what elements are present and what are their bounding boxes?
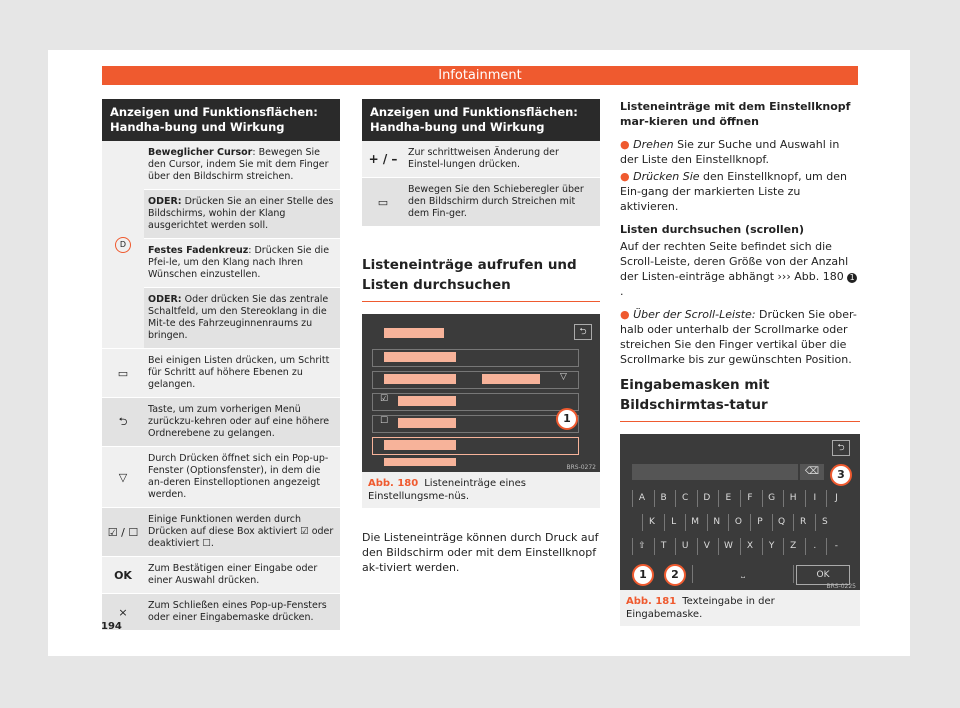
row-label: ODER: xyxy=(148,294,182,305)
keyboard-key: E xyxy=(718,490,737,507)
keyboard-key: X xyxy=(740,538,759,555)
functions-table-1 xyxy=(102,99,340,631)
cursor-symbol-icon: D xyxy=(115,237,131,253)
keyboard-key: R xyxy=(793,514,812,531)
body-text: Die Listeneinträge können durch Druck auf den Bildschirm oder mit dem Einstellknopf ak-tiviert werden. xyxy=(362,531,599,574)
callout-badge: 2 xyxy=(664,564,686,586)
emphasis: Drücken Sie xyxy=(633,170,700,183)
back-icon: ⮌ xyxy=(832,440,850,456)
keyboard-key: T xyxy=(654,538,673,555)
keyboard-key: S xyxy=(815,514,834,531)
paragraph: Auf der rechten Seite befindet sich die Scroll-Leiste, deren Größe von der Anzahl der Listen-einträge abhängt ››› Abb. 180 xyxy=(620,240,849,283)
keyboard-key: Y xyxy=(762,538,781,555)
keyboard-key: F xyxy=(740,490,759,507)
header-title: Infotainment xyxy=(102,66,858,85)
keyboard-key: I xyxy=(805,490,824,507)
emphasis: Drehen xyxy=(633,138,674,151)
figure-code: BRS-0272 xyxy=(566,464,596,471)
dropdown-icon: ▽ xyxy=(560,372,567,382)
dropdown-icon: ▽ xyxy=(118,470,128,484)
callout-badge: 1 xyxy=(632,564,654,586)
row-text: Durch Drücken öffnet sich ein Pop-up-Fenster (Optionsfenster), in dem die an-deren Einstelloptionen angezeigt werden. xyxy=(148,453,329,500)
ok-symbol: OK xyxy=(114,568,132,582)
keyboard-key: P xyxy=(750,514,769,531)
figure-caption xyxy=(362,472,600,508)
keyboard-key: K xyxy=(642,514,661,531)
row-text: Oder drücken Sie das zentrale Schaltfeld, um den Stereoklang in die Mit-te des Fahrzeuginnenraums zu bringen. xyxy=(148,294,329,341)
keyboard-key: N xyxy=(707,514,726,531)
ok-key: OK xyxy=(796,565,850,585)
page-number: 194 xyxy=(101,621,122,632)
subheading: Listeneinträge mit dem Einstellknopf mar-kieren und öffnen xyxy=(620,100,851,128)
row-text: Drücken Sie an einer Stelle des Bildschirms, wohin der Klang ausgerichtet werden soll. xyxy=(148,196,334,231)
row-text: Bewegen Sie den Schieberegler über den Bildschirm durch Streichen mit dem Fin-ger. xyxy=(408,184,584,219)
back-icon: ⮌ xyxy=(118,414,128,428)
back-icon: ⮌ xyxy=(574,324,592,340)
row-text: Zum Schließen eines Pop-up-Fensters oder einer Eingabemaske drücken. xyxy=(148,600,327,623)
slider-icon: ▭ xyxy=(377,195,389,209)
keyboard-key: L xyxy=(664,514,683,531)
keyboard-key: Z xyxy=(783,538,802,555)
figure-label: Abb. 181 xyxy=(626,596,677,607)
backspace-icon: ⌫ xyxy=(800,464,824,480)
table-heading: Anzeigen und Funktionsflächen: Handha-bung und Wirkung xyxy=(362,99,600,141)
keyboard-key: G xyxy=(762,490,781,507)
keyboard-key: D xyxy=(697,490,716,507)
figure-keyboard xyxy=(620,434,860,590)
keyboard-key: A xyxy=(632,490,651,507)
emphasis: Über der Scroll-Leiste: xyxy=(633,308,756,321)
keyboard-key: . xyxy=(805,538,824,555)
row-text: Zum Bestätigen einer Eingabe oder einer Auswahl drücken. xyxy=(148,563,318,586)
keyboard-key: C xyxy=(675,490,694,507)
checkbox-empty-icon: ☐ xyxy=(380,416,389,426)
row-label: Beweglicher Cursor xyxy=(148,147,253,158)
callout-badge: 3 xyxy=(830,464,852,486)
caption-text: Texteingabe in der Eingabemaske. xyxy=(626,596,775,620)
row-label: Festes Fadenkreuz xyxy=(148,245,249,256)
checkbox-checked-icon: ☑ xyxy=(380,394,389,404)
keyboard-key: U xyxy=(675,538,694,555)
row-text: : Bewegen Sie den Cursor, indem Sie mit dem Finger über den Bildschirm streichen. xyxy=(148,147,329,182)
space-key: ⎵ xyxy=(692,565,794,583)
row-label: ODER: xyxy=(148,196,182,207)
checkbox-icon: ☑ / ☐ xyxy=(107,525,139,539)
ref-badge: 1 xyxy=(847,273,857,283)
bullet-text: Drücken Sie ober-halb oder unterhalb der Scrollmarke oder streichen Sie den Finger vertikal über die Scrollmarke bis zur gewünschten Position. xyxy=(620,308,857,366)
section-title: Eingabemasken mit Bildschirmtas-tatur xyxy=(620,375,860,422)
subheading: Listen durchsuchen (scrollen) xyxy=(620,223,804,236)
keyboard-key: B xyxy=(654,490,673,507)
keyboard-key: Q xyxy=(772,514,791,531)
bullet-text: Sie zur Suche und Auswahl in der Liste den Einstellknopf. xyxy=(620,138,840,166)
keyboard-key: W xyxy=(718,538,737,555)
keyboard-key: O xyxy=(728,514,747,531)
keyboard-key: V xyxy=(697,538,716,555)
figure-label: Abb. 180 xyxy=(368,478,419,489)
keyboard-key: H xyxy=(783,490,802,507)
table-heading: Anzeigen und Funktionsflächen: Handha-bung und Wirkung xyxy=(102,99,340,141)
row-text: Einige Funktionen werden durch Drücken auf diese Box aktiviert ☑ oder deaktiviert ☐. xyxy=(148,514,334,549)
caption-text: Listeneinträge eines Einstellungsme-nüs. xyxy=(368,478,526,502)
row-text: : Drücken Sie die Pfei-le, um den Klang nach Ihren Wünschen einzustellen. xyxy=(148,245,330,280)
callout-badge: 1 xyxy=(556,408,578,430)
keyboard-key: J xyxy=(826,490,845,507)
column-2 xyxy=(362,99,600,583)
row-text: Taste, um zum vorherigen Menü zurückzu-kehren oder auf eine höhere Ordnerebene zu gelangen. xyxy=(148,404,330,439)
figure-caption xyxy=(620,590,860,626)
section-title: Listeneinträge aufrufen und Listen durchsuchen xyxy=(362,255,600,302)
keyboard-key: - xyxy=(826,538,845,555)
figure-code: BRS-0225 xyxy=(826,583,856,590)
column-3: Listeneinträge mit dem Einstellknopf mar-kieren und öffnen ● Drehen Sie zur Suche und Auswahl in der Liste den Einstellknopf. ● Drücken Sie den Einstellknopf, um den Ein-gang der markierten Liste zu aktivieren. Listen durchsuchen (scrollen) Auf der rechten Seite befindet sich die Scroll-Leiste, deren Größe von der Anzahl der Listen-einträge abhängt ››› Abb. 180 1. ● Über der Scroll-Leiste: Drücken Sie ober-halb oder unterhalb der Scrollmarke oder streichen Sie den Finger vertikal über die Scrollmarke bis zur gewünschten Position. Eingabemasken mit Bildschirmtas-tatur ⮌ ⌫ A B C D E F G H I J K L M N O P Q R S ⇧ T U V W X Y Z . - ⎵ OK 3 1 2 BRS-0225 Abb. 181 Texteingabe in der Eingabemaske. xyxy=(620,99,860,626)
row-text: Zur schrittweisen Änderung der Einstel-lungen drücken. xyxy=(408,147,559,170)
folder-icon: ▭ xyxy=(117,366,129,380)
bullet-text: den Einstellknopf, um den Ein-gang der markierten Liste zu aktivieren. xyxy=(620,170,847,213)
keyboard-key: ⇧ xyxy=(632,538,651,555)
row-text: Bei einigen Listen drücken, um Schritt für Schritt auf höhere Ebenen zu gelangen. xyxy=(148,355,330,390)
close-icon: × xyxy=(118,605,128,619)
figure-list-entries xyxy=(362,314,600,472)
keyboard-key: M xyxy=(685,514,704,531)
plus-minus-icon: + / – xyxy=(368,152,398,166)
